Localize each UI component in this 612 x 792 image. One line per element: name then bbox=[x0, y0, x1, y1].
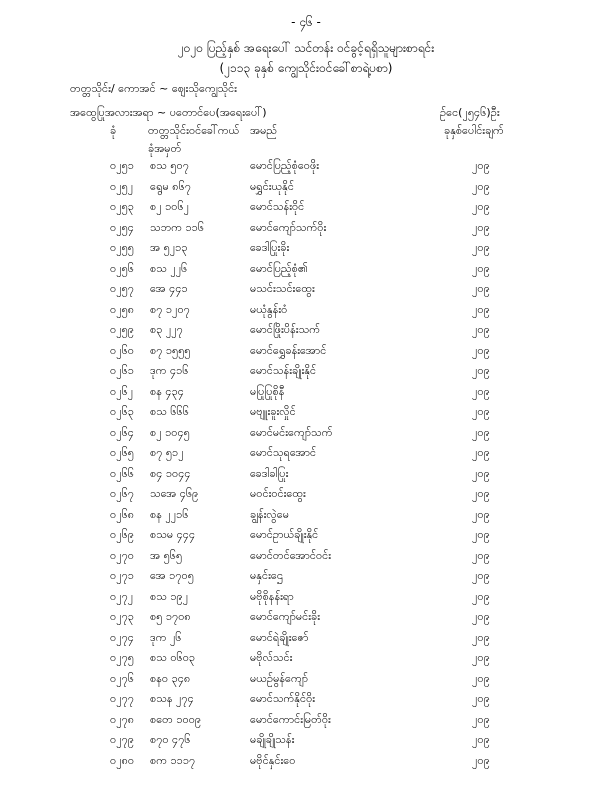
row-registration: အေ ၄၄၁ bbox=[150, 282, 188, 295]
row-number: ၀၂၆၅ bbox=[110, 446, 134, 459]
table-row bbox=[0, 238, 612, 259]
table-row bbox=[0, 402, 612, 423]
row-registration: စသမ ၄၄၄ bbox=[150, 528, 196, 541]
row-number: ၀၂၆၈ bbox=[110, 507, 135, 521]
row-year: ၂၀၉ bbox=[472, 220, 490, 234]
table-row bbox=[0, 279, 612, 300]
results-table bbox=[0, 156, 612, 771]
column-header-year: ခုနှစ်ပေါင်းချက် bbox=[444, 124, 504, 137]
row-registration: အ ၅၂၁၃ bbox=[150, 241, 188, 254]
table-row bbox=[0, 156, 612, 177]
row-name: မဝင်းဝင်းထွေး bbox=[250, 487, 306, 500]
row-number: ၀၂၆၇ bbox=[110, 487, 134, 500]
table-row bbox=[0, 341, 612, 362]
row-name: မောင်ရွှေခန်းအောင် bbox=[250, 343, 327, 357]
row-registration: စ၇ ၁၅၅၅ bbox=[150, 343, 191, 357]
row-number: ၀၂၇၈ bbox=[110, 712, 135, 726]
row-registration: သဘက ၁၁၆ bbox=[150, 220, 205, 234]
row-number: ၀၂၆၄ bbox=[110, 425, 134, 439]
row-name: မချိုချိုသန်း bbox=[250, 733, 295, 746]
row-year: ၂၀၉ bbox=[472, 343, 490, 357]
row-name: မောင်ရဲချိုးဇော် bbox=[250, 630, 309, 644]
row-registration: ဒုက ၄၁၆ bbox=[150, 364, 189, 377]
row-year: ၂၀၉ bbox=[472, 384, 490, 398]
table-row bbox=[0, 607, 612, 628]
table-row bbox=[0, 730, 612, 751]
table-row bbox=[0, 710, 612, 731]
table-row bbox=[0, 505, 612, 526]
row-name: မဗျူးခူးလှိုင် bbox=[250, 405, 296, 418]
row-year: ၂၀၉ bbox=[472, 630, 490, 644]
table-row bbox=[0, 300, 612, 321]
row-registration: စ၄ ၁၀၄၄ bbox=[150, 466, 191, 480]
row-year: ၂၀၉ bbox=[472, 179, 490, 193]
row-name: မပြုပြုစိုနီ bbox=[250, 384, 285, 398]
table-row bbox=[0, 546, 612, 567]
table-row bbox=[0, 566, 612, 587]
table-row bbox=[0, 259, 612, 280]
row-year: ၂၀၉ bbox=[472, 610, 490, 623]
row-registration: စန ၂၂၁၆ bbox=[150, 507, 189, 521]
row-name: မောင်ကောင်းမြတ်ဝိုး bbox=[250, 712, 331, 726]
row-name: မောင်ဥာယ်ချိုးနိုင် bbox=[250, 528, 319, 541]
row-year: ၂၀၉ bbox=[472, 487, 490, 500]
row-number: ၀၂၇၀ bbox=[110, 548, 134, 562]
row-registration: စသ ၁၉၂ bbox=[150, 589, 189, 603]
table-row bbox=[0, 587, 612, 608]
row-year: ၂၀၉ bbox=[472, 712, 490, 726]
row-name: မောင်သန်းဝိုင် bbox=[250, 200, 305, 213]
row-number: ၀၂၅၃ bbox=[110, 200, 134, 213]
row-number: ၀၂၅၈ bbox=[110, 302, 135, 316]
row-year: ၂၀၉ bbox=[472, 241, 490, 254]
row-number: ၀၂၅၇ bbox=[110, 282, 134, 295]
row-name: မောင်ကျော်မင်းခိုး bbox=[250, 610, 321, 623]
row-number: ၀၂၆၂ bbox=[110, 384, 134, 398]
row-name: မောင်ကျော်သက်ဝိုး bbox=[250, 220, 327, 234]
row-year: ၂၀၉ bbox=[472, 405, 490, 418]
row-registration: စန၀ ၃၄၈ bbox=[150, 671, 191, 685]
row-name: မောင်သက်နိုင်ဝိုး bbox=[250, 692, 316, 705]
row-registration: စသန ၂၇၄ bbox=[150, 692, 194, 705]
row-year: ၂၀၉ bbox=[472, 323, 490, 336]
row-name: မောင်တင်အောင်ဝင်း bbox=[250, 548, 332, 562]
row-name: မောင်သုရအောင် bbox=[250, 446, 317, 459]
row-number: ၀၂၅၁ bbox=[110, 159, 134, 172]
row-name: မဗိုင်နှင်းဝေ bbox=[250, 753, 296, 767]
region-label: တတ္တသိုင်း/ ကောအင် ~ ဈေးသိုကျွေသိုင်း bbox=[70, 82, 237, 95]
table-row bbox=[0, 648, 612, 669]
table-row bbox=[0, 177, 612, 198]
row-registration: စ၃ ၂၂၇ bbox=[150, 323, 183, 336]
row-number: ၀၂၅၅ bbox=[110, 241, 134, 254]
row-name: ခေဒါခါပြုး bbox=[250, 466, 289, 480]
row-year: ၂၀၉ bbox=[472, 159, 490, 172]
row-year: ၂၀၉ bbox=[472, 733, 490, 746]
row-registration: စသ ၀၆၀၃ bbox=[150, 651, 196, 664]
row-year: ၂၀၉ bbox=[472, 364, 490, 377]
table-row bbox=[0, 382, 612, 403]
row-registration: စတေ ၁၀၀၉ bbox=[150, 712, 202, 726]
row-registration: စ၇ ၁၂၀၇ bbox=[150, 302, 190, 316]
row-name: မသင်းသင်းထွေး bbox=[250, 282, 315, 295]
row-year: ၂၀၉ bbox=[472, 569, 490, 582]
row-registration: အ ၅၆၅ bbox=[150, 548, 183, 562]
row-registration: ရွေမ ၈၆၇ bbox=[150, 179, 191, 193]
table-row bbox=[0, 464, 612, 485]
row-registration: စက ၁၁၁၇ bbox=[150, 753, 196, 767]
table-row bbox=[0, 197, 612, 218]
table-row bbox=[0, 525, 612, 546]
row-number: ၀၂၆၆ bbox=[110, 466, 134, 480]
row-name: မောင်ပြည့်စုံ၏ bbox=[250, 261, 308, 275]
column-header-name: အမည် bbox=[250, 124, 278, 137]
row-year: ၂၀၉ bbox=[472, 753, 490, 767]
row-number: ၀၂၅၄ bbox=[110, 220, 134, 234]
row-number: ၀၂၆၀ bbox=[110, 343, 134, 357]
document-subtitle: (၂၁၁၃ ခုနှစ် ကျွေသိုင်းဝင်ခေါ်စာရဲ့ပစာ) bbox=[219, 61, 393, 75]
row-number: ၀၂၇၆ bbox=[110, 671, 134, 685]
row-registration: ဒုက ၂၆ bbox=[150, 630, 182, 644]
row-year: ၂၀၉ bbox=[472, 692, 490, 705]
table-row bbox=[0, 751, 612, 772]
row-registration: စ၂ ၁၀၄၅ bbox=[150, 425, 190, 439]
row-year: ၂၀၉ bbox=[472, 282, 490, 295]
row-year: ၂၀၉ bbox=[472, 261, 490, 275]
table-row bbox=[0, 320, 612, 341]
row-year: ၂၀၉ bbox=[472, 425, 490, 439]
row-registration: စ၇၀ ၄၇၆ bbox=[150, 733, 191, 746]
table-row bbox=[0, 218, 612, 239]
row-number: ၀၂၇၁ bbox=[110, 569, 134, 582]
table-row bbox=[0, 443, 612, 464]
row-year: ၂၀၉ bbox=[472, 548, 490, 562]
row-registration: စ၇ ၅၁၂ bbox=[150, 446, 184, 459]
row-number: ၀၂၆၃ bbox=[110, 405, 134, 418]
table-row bbox=[0, 689, 612, 710]
row-registration: သအေ ၄၆၉ bbox=[150, 487, 199, 500]
row-name: မောင်ပြည့်စုံဝေဖိုး bbox=[250, 159, 320, 172]
row-year: ၂၀၉ bbox=[472, 302, 490, 316]
row-name: မဗိုစိုနန်းရာ bbox=[250, 589, 294, 603]
page-number: - ၄၆ - bbox=[291, 15, 321, 29]
row-name: မနှင်းဌေ bbox=[250, 569, 283, 582]
row-name: မောင်မင်းကျော်သက် bbox=[250, 425, 333, 439]
row-number: ၀၂၅၉ bbox=[110, 323, 134, 336]
row-registration: အေ ၁၇၀၅ bbox=[150, 569, 194, 582]
row-registration: စ၅ ၁၇၀၈ bbox=[150, 610, 191, 623]
row-number: ၀၂၇၅ bbox=[110, 651, 134, 664]
row-year: ၂၀၉ bbox=[472, 200, 490, 213]
row-number: ၀၂၈၀ bbox=[110, 753, 135, 767]
table-row bbox=[0, 361, 612, 382]
row-number: ၀၂၅၆ bbox=[110, 261, 134, 275]
row-registration: စ၂ ၁၀၆၂ bbox=[150, 200, 190, 213]
row-number: ၀၂၇၇ bbox=[110, 692, 134, 705]
row-number: ၀၂၇၃ bbox=[110, 610, 134, 623]
row-year: ၂၀၉ bbox=[472, 589, 490, 603]
row-year: ၂၀၉ bbox=[472, 507, 490, 521]
row-registration: စသ ၅၀၇ bbox=[150, 159, 189, 172]
row-year: ၂၀၉ bbox=[472, 671, 490, 685]
row-year: ၂၀၉ bbox=[472, 466, 490, 480]
table-row bbox=[0, 423, 612, 444]
row-year: ၂၀၉ bbox=[472, 446, 490, 459]
row-name: ခေဒါပြုးခိုး bbox=[250, 241, 290, 254]
row-number: ၀၂၇၂ bbox=[110, 589, 134, 603]
count-label: ဉ်ငေ(၂၅၄၆)ဦး bbox=[440, 106, 500, 119]
row-year: ၂၀၉ bbox=[472, 528, 490, 541]
table-row bbox=[0, 628, 612, 649]
table-row bbox=[0, 669, 612, 690]
column-header-reg: တတ္တသိုင်းဝင်ခေါ်ကယ် bbox=[148, 124, 240, 137]
table-row bbox=[0, 484, 612, 505]
row-number: ၀၂၇၄ bbox=[110, 630, 134, 644]
row-number: ၀၂၆၉ bbox=[110, 528, 134, 541]
row-name: မောင်ဖြိုးပိန်းသက် bbox=[250, 323, 320, 336]
row-name: ချွန်းလွဲမေ bbox=[250, 507, 289, 521]
row-number: ၀၂၅၂ bbox=[110, 179, 134, 193]
row-name: မဗိုလ်သင်း bbox=[250, 651, 293, 664]
row-number: ၀၂၆၁ bbox=[110, 364, 134, 377]
column-header-no: ခုံ bbox=[110, 124, 117, 137]
row-name: မောင်သန်းချိုးနိုင် bbox=[250, 364, 317, 377]
document-title: ၂၀၂၀ ပြည့်နှစ် အရေးပေါ် သင်တန်း ဝင်ခွင့်ရရှိသူများစာရင်း bbox=[177, 41, 435, 55]
row-name: မယုံနွန်းဝံ bbox=[250, 302, 288, 316]
row-year: ၂၀၉ bbox=[472, 651, 490, 664]
subject-label: အထွေပြုအလားအရာ ~ ပတောင်ပေ(အရေးပေါ်) bbox=[70, 106, 267, 119]
row-registration: စသ ၆၆၆ bbox=[150, 405, 189, 418]
row-name: မယဉ်မွန်ကျော် bbox=[250, 671, 309, 685]
row-registration: စန ၄၃၄ bbox=[150, 384, 184, 398]
row-name: မရွှင်းယုနိုင် bbox=[250, 179, 294, 193]
column-header-reg-line2: ခုံအမှတ် bbox=[148, 142, 182, 155]
row-registration: စသ ၂၂၆ bbox=[150, 261, 188, 275]
row-number: ၀၂၇၉ bbox=[110, 733, 134, 746]
